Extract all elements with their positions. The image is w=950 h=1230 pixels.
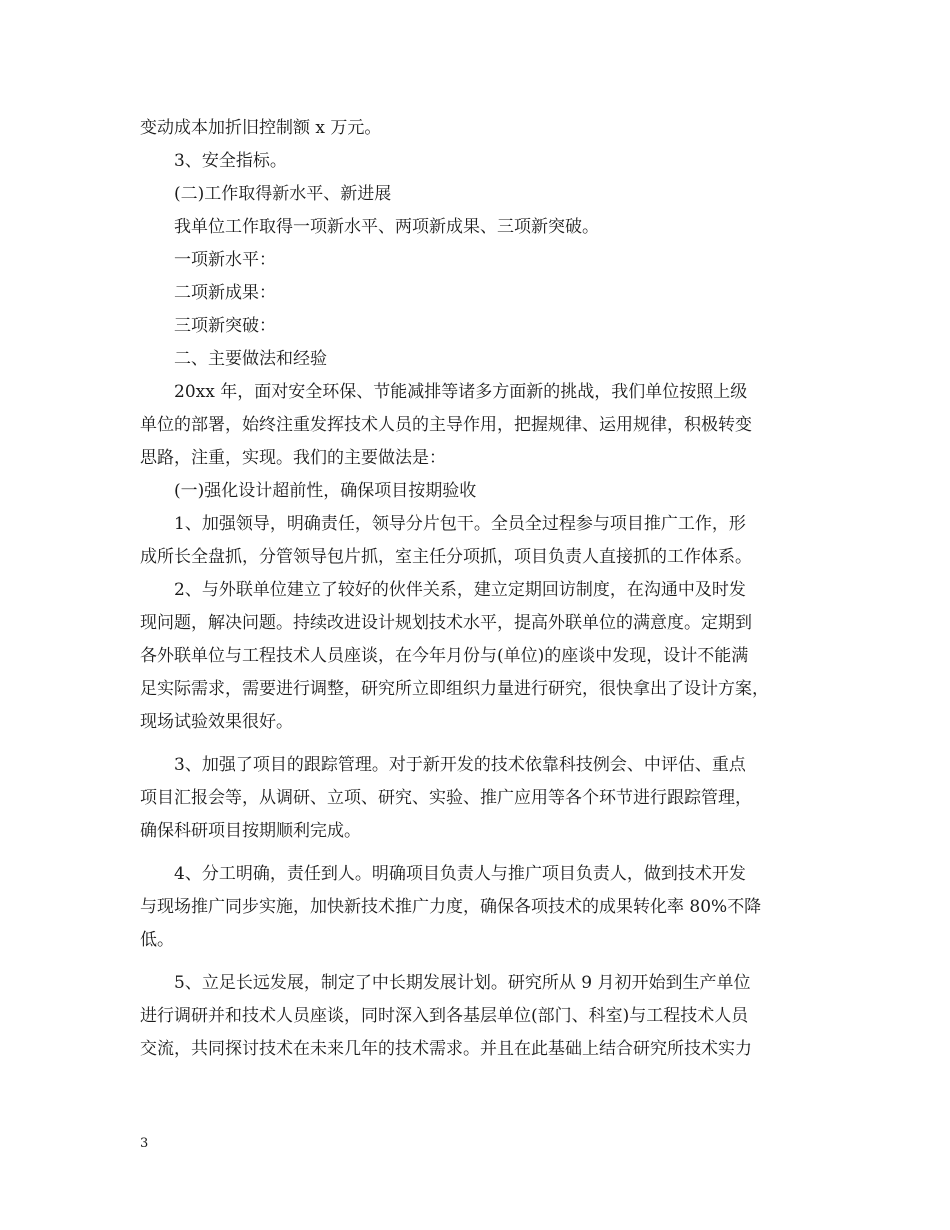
text-line: 4、分工明确，责任到人。明确项目负责人与推广项目负责人，做到技术开发 xyxy=(174,864,746,884)
text-line: 5、立足长远发展，制定了中长期发展计划。研究所从 9 月初开始到生产单位 xyxy=(174,973,751,993)
text-line: 确保科研项目按期顺利完成。 xyxy=(140,821,361,841)
text-line: 3、加强了项目的跟踪管理。对于新开发的技术依靠科技例会、中评估、重点 xyxy=(174,755,746,775)
text-line: 与现场推广同步实施，加快新技术推广力度，确保各项技术的成果转化率 80%不降 xyxy=(140,897,762,917)
section-heading: (二)工作取得新水平、新进展 xyxy=(174,184,392,204)
text-line: 2、与外联单位建立了较好的伙伴关系，建立定期回访制度，在沟通中及时发 xyxy=(174,580,746,600)
section-heading: 二、主要做法和经验 xyxy=(174,349,327,369)
text-line: 各外联单位与工程技术人员座谈，在今年月份与(单位)的座谈中发现，设计不能满 xyxy=(140,646,749,666)
text-line: 3、安全指标。 xyxy=(174,151,287,171)
text-line: 变动成本加折旧控制额 x 万元。 xyxy=(140,118,382,138)
text-line: 项目汇报会等，从调研、立项、研究、实验、推广应用等各个环节进行跟踪管理， xyxy=(140,788,752,808)
text-line: 一项新水平： xyxy=(174,250,276,270)
text-line: 足实际需求，需要进行调整，研究所立即组织力量进行研究，很快拿出了设计方案， xyxy=(140,679,769,699)
text-line: 成所长全盘抓，分管领导包片抓，室主任分项抓，项目负责人直接抓的工作体系。 xyxy=(140,547,752,567)
text-line: 1、加强领导，明确责任，领导分片包干。全员全过程参与项目推广工作，形 xyxy=(174,514,746,534)
text-line: 三项新突破： xyxy=(174,316,276,336)
document-body xyxy=(140,112,810,1066)
text-line: 单位的部署，始终注重发挥技术人员的主导作用，把握规律、运用规律，积极转变 xyxy=(140,415,752,435)
text-line: 现问题，解决问题。持续改进设计规划技术水平，提高外联单位的满意度。定期到 xyxy=(140,613,752,633)
text-line: 思路，注重，实现。我们的主要做法是： xyxy=(140,448,446,468)
text-line: 我单位工作取得一项新水平、两项新成果、三项新突破。 xyxy=(174,217,599,237)
page-number: 3 xyxy=(140,1136,149,1151)
text-line: 进行调研并和技术人员座谈，同时深入到各基层单位(部门、科室)与工程技术人员 xyxy=(140,1006,749,1026)
text-line: 交流，共同探讨技术在未来几年的技术需求。并且在此基础上结合研究所技术实力 xyxy=(140,1039,752,1059)
text-line: 20xx 年，面对安全环保、节能减排等诸多方面新的挑战，我们单位按照上级 xyxy=(174,382,748,402)
text-line: 低。 xyxy=(140,930,174,950)
text-line: 二项新成果： xyxy=(174,283,276,303)
section-heading: (一)强化设计超前性，确保项目按期验收 xyxy=(174,481,477,501)
text-line: 现场试验效果很好。 xyxy=(140,712,293,732)
